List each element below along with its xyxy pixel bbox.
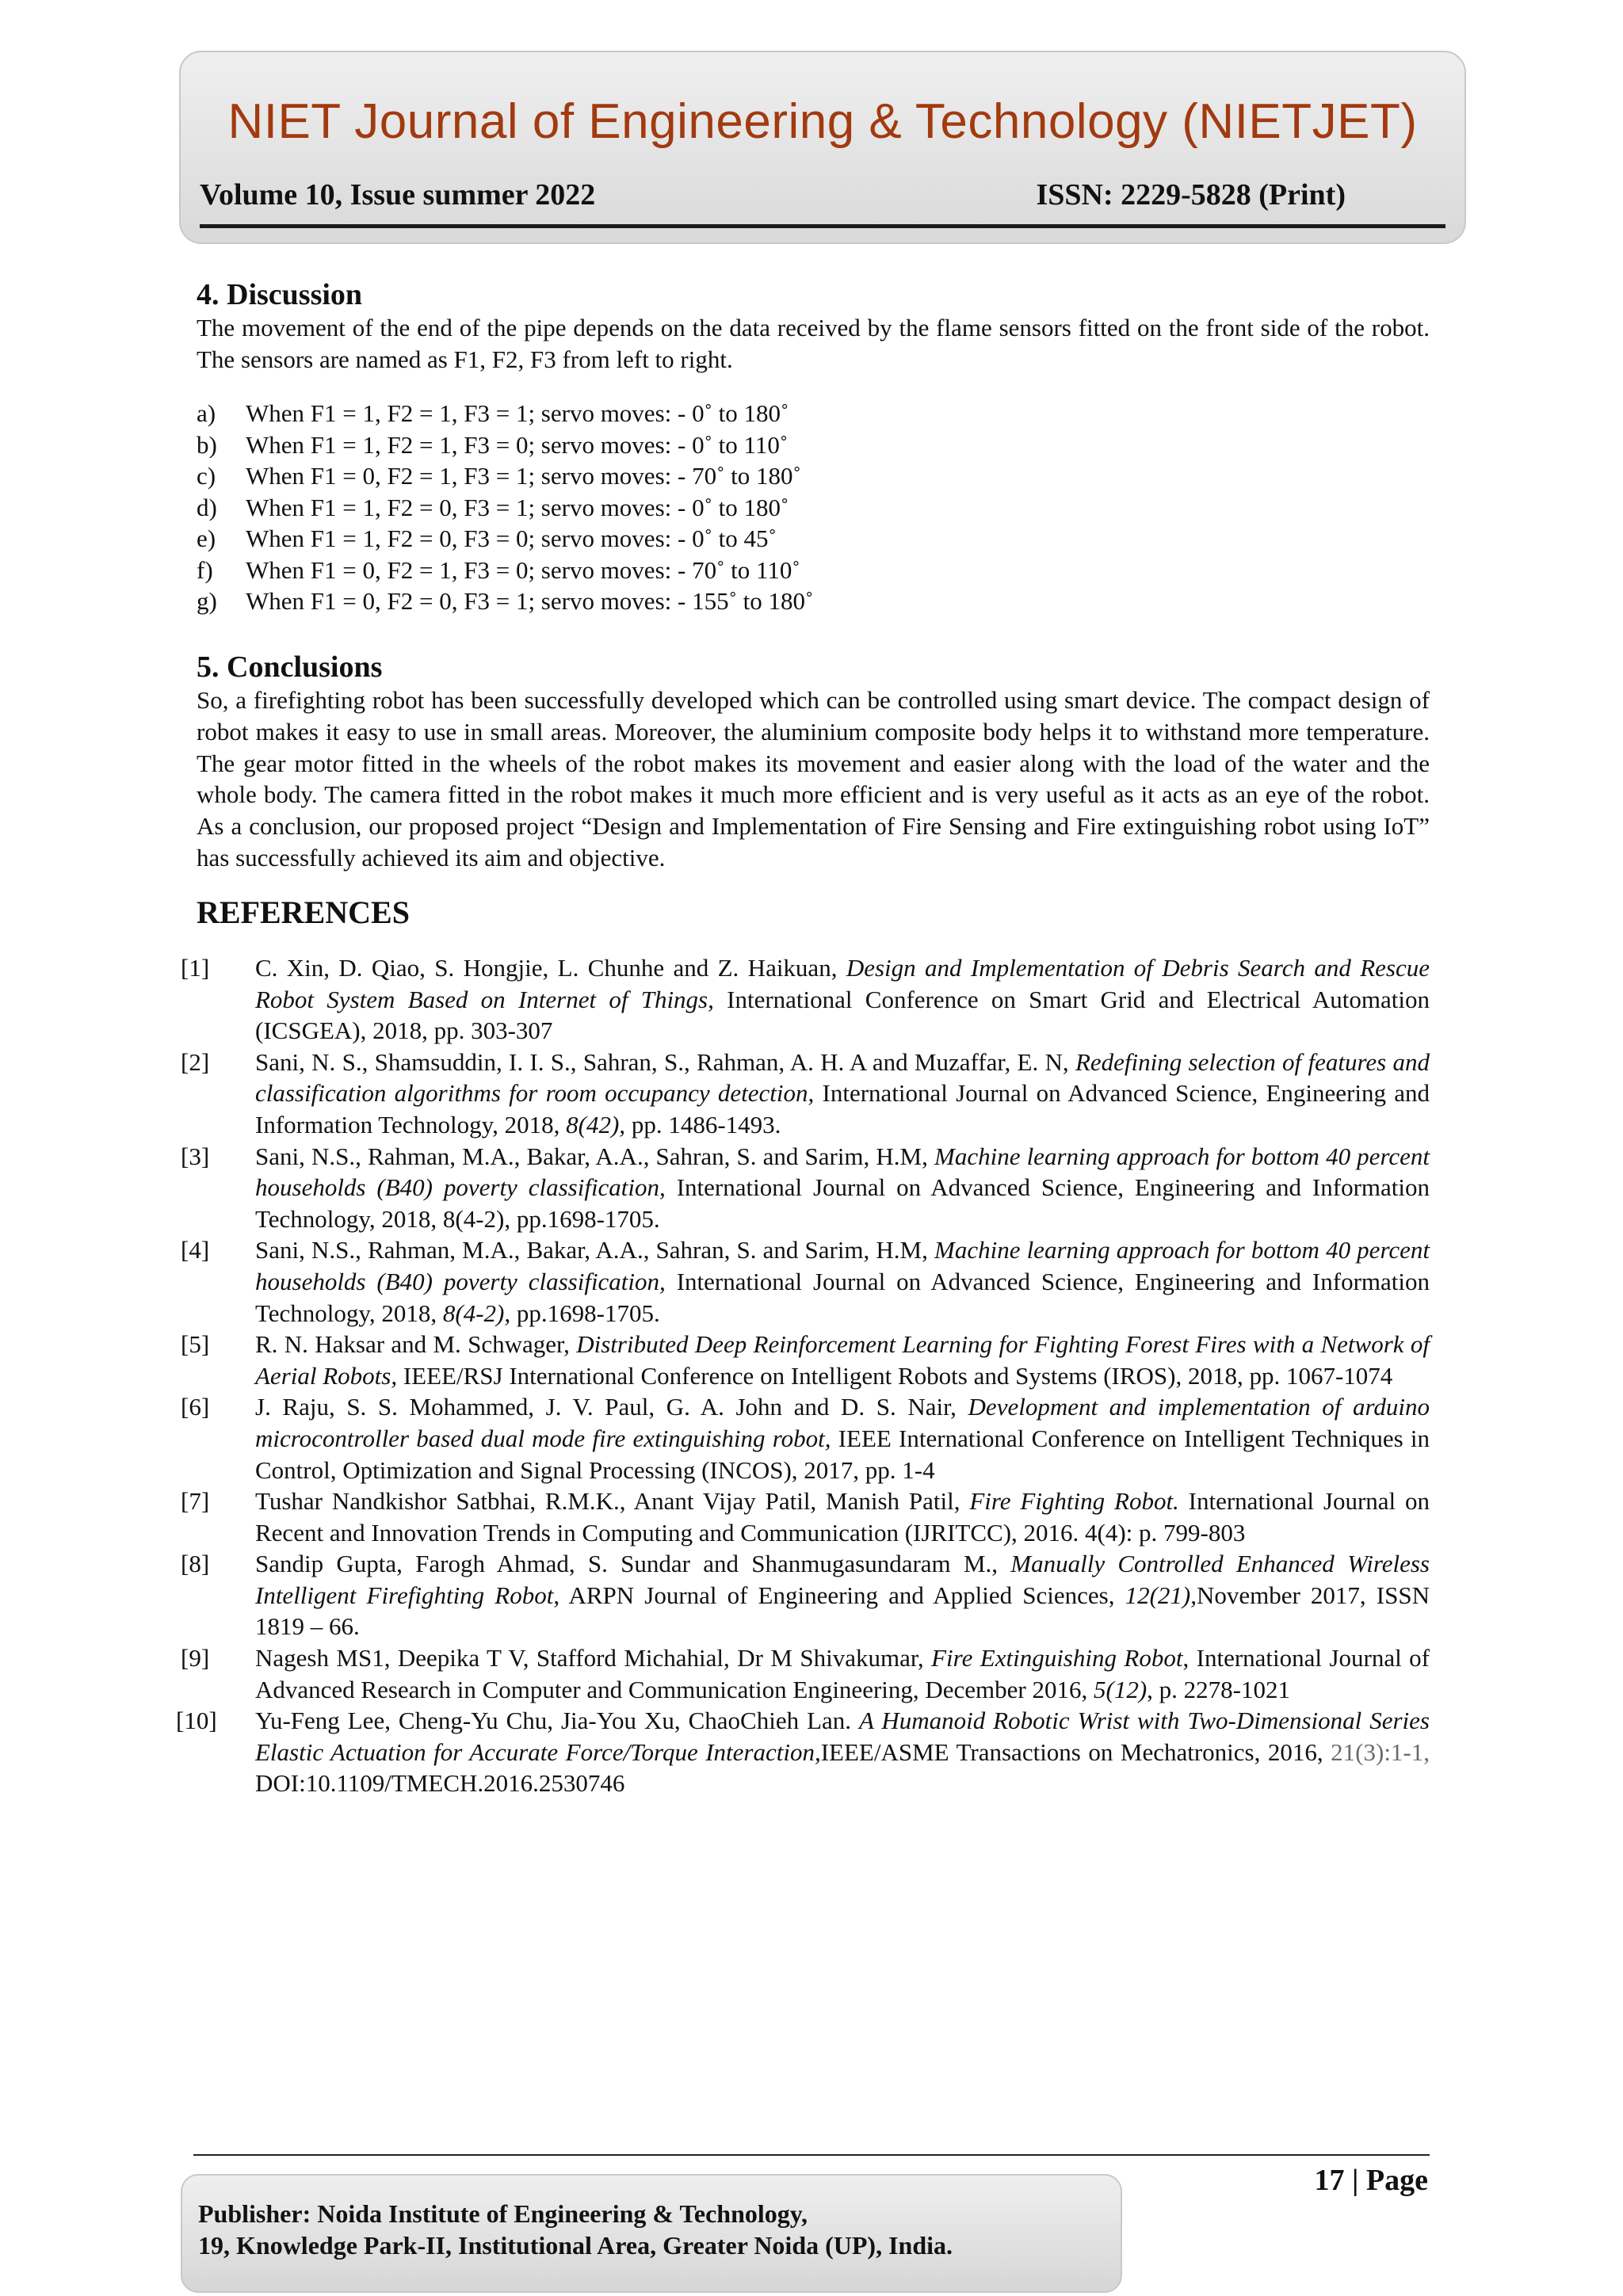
reference-item: [8] Sandip Gupta, Farogh Ahmad, S. Sundar and Shanmugasundaram M., Manually Controlled Enhanced Wireless Intelligent Firefighting Robot, ARPN Journal of Engineering and Applied Sciences, 12(21),November 2017, ISSN 1819 – 66.	[181, 1550, 1430, 1641]
reference-item: [1] C. Xin, D. Qiao, S. Hongjie, L. Chunhe and Z. Haikuan, Design and Implementation of Debris Search and Rescue Robot System Based on Internet of Things, International Conference on Smart Grid and Electrical Automation (ICSGEA), 2018, pp. 303-307	[181, 954, 1430, 1045]
publisher-box	[181, 2174, 1122, 2293]
list-item: e) When F1 = 1, F2 = 0, F3 = 0; servo moves: - 0˚ to 45˚	[197, 524, 777, 552]
list-item: c) When F1 = 0, F2 = 1, F3 = 1; servo moves: - 70˚ to 180˚	[197, 462, 801, 490]
reference-list	[176, 952, 1430, 1799]
reference-item: [3] Sani, N.S., Rahman, M.A., Bakar, A.A., Sahran, S. and Sarim, H.M, Machine learning approach for bottom 40 percent households (B40) poverty classification, International Journal on Advanced Science, Engineering and Information Technology, 2018, 8(4-2), pp.1698-1705.	[181, 1142, 1430, 1233]
discussion-paragraph: The movement of the end of the pipe depends on the data received by the flame sensors fitted on the front side of the robot. The sensors are named as F1, F2, F3 from left to right.	[197, 314, 1430, 373]
conclusions-heading: 5. Conclusions	[197, 650, 383, 684]
references-heading: REFERENCES	[197, 894, 410, 930]
list-item: f) When F1 = 0, F2 = 1, F3 = 0; servo moves: - 70˚ to 110˚	[197, 555, 800, 584]
list-item: g) When F1 = 0, F2 = 0, F3 = 1; servo moves: - 155˚ to 180˚	[197, 587, 814, 615]
publisher-line-1: Publisher: Noida Institute of Engineering & Technology,	[198, 2199, 808, 2228]
reference-item: [4] Sani, N.S., Rahman, M.A., Bakar, A.A., Sahran, S. and Sarim, H.M, Machine learning approach for bottom 40 percent households (B40) poverty classification, International Journal on Advanced Science, Engineering and Information Technology, 2018, 8(4-2), pp.1698-1705.	[181, 1236, 1430, 1327]
reference-item: [10] Yu-Feng Lee, Cheng-Yu Chu, Jia-You Xu, ChaoChieh Lan. A Humanoid Robotic Wrist with Two-Dimensional Series Elastic Actuation for Accurate Force/Torque Interaction,IEEE/ASME Transactions on Mechatronics, 2016, 21(3):1-1, DOI:10.1109/TMECH.2016.2530746	[176, 1707, 1430, 1798]
list-item: b) When F1 = 1, F2 = 1, F3 = 0; servo moves: - 0˚ to 110˚	[197, 430, 789, 459]
reference-item: [5] R. N. Haksar and M. Schwager, Distributed Deep Reinforcement Learning for Fighting Forest Fires with a Network of Aerial Robots, IEEE/RSJ International Conference on Intelligent Robots and Systems (IROS), 2018, pp. 1067-1074	[181, 1330, 1430, 1390]
issn: ISSN: 2229-5828 (Print)	[1036, 178, 1346, 212]
reference-item: [9] Nagesh MS1, Deepika T V, Stafford Michahial, Dr M Shivakumar, Fire Extinguishing Robot, International Journal of Advanced Research in Computer and Communication Engineering, December 2016, 5(12), p. 2278-1021	[181, 1644, 1430, 1703]
volume-issue: Volume 10, Issue summer 2022	[200, 178, 596, 212]
footer-divider	[193, 2154, 1430, 2156]
journal-title: NIET Journal of Engineering & Technology (NIETJET)	[227, 94, 1418, 149]
discussion-heading: 4. Discussion	[197, 278, 363, 311]
page-number: 17 | Page	[1314, 2164, 1428, 2197]
servo-condition-list	[197, 398, 1430, 617]
header-divider	[200, 224, 1445, 228]
journal-header	[179, 51, 1466, 244]
list-item: d) When F1 = 1, F2 = 0, F3 = 1; servo moves: - 0˚ to 180˚	[197, 493, 789, 521]
conclusions-paragraph: So, a firefighting robot has been successfully developed which can be controlled using smart device. The compact design of robot makes it easy to use in small areas. Moreover, the aluminium composite body helps it to withstand more temperature. The gear motor fitted in the wheels of the robot makes its movement and easier along with the load of the water and the whole body. The camera fitted in the robot makes it much more efficient and is very useful as it acts as an eye of the robot. As a conclusion, our proposed project “Design and Implementation of Fire Sensing and Fire extinguishing robot using IoT” has successfully achieved its aim and objective.	[197, 686, 1430, 871]
reference-item: [6] J. Raju, S. S. Mohammed, J. V. Paul, G. A. John and D. S. Nair, Development and implementation of arduino microcontroller based dual mode fire extinguishing robot, IEEE International Conference on Intelligent Techniques in Control, Optimization and Signal Processing (INCOS), 2017, pp. 1-4	[181, 1393, 1430, 1484]
list-item: a) When F1 = 1, F2 = 1, F3 = 1; servo moves: - 0˚ to 180˚	[197, 399, 789, 427]
reference-item: [2] Sani, N. S., Shamsuddin, I. I. S., Sahran, S., Rahman, A. H. A and Muzaffar, E. N, Redefining selection of features and classification algorithms for room occupancy detection, International Journal on Advanced Science, Engineering and Information Technology, 2018, 8(42), pp. 1486-1493.	[181, 1047, 1430, 1138]
publisher-line-2: 19, Knowledge Park-II, Institutional Area, Greater Noida (UP), India.	[198, 2231, 953, 2260]
reference-item: [7] Tushar Nandkishor Satbhai, R.M.K., Anant Vijay Patil, Manish Patil, Fire Fighting Robot. International Journal on Recent and Innovation Trends in Computing and Communication (IJRITCC), 2016. 4(4): p. 799-803	[181, 1487, 1430, 1547]
